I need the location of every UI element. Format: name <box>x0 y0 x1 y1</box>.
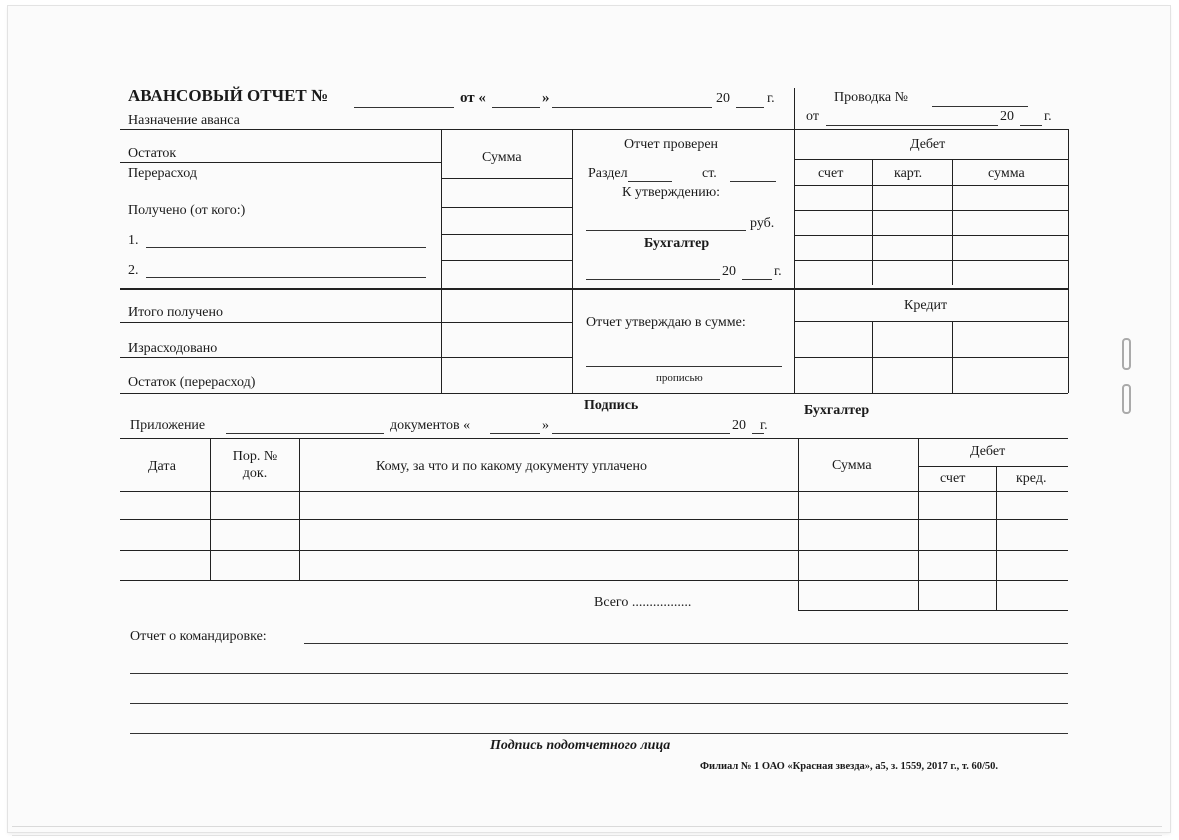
debit-row-4 <box>794 260 1068 261</box>
debit-row-3 <box>794 235 1068 236</box>
pay-row-1 <box>120 519 1068 520</box>
remainder-overspend-label: Остаток (перерасход) <box>128 375 256 390</box>
grid-top-line <box>120 129 1068 130</box>
sum-header: Сумма <box>482 150 522 165</box>
spent-line <box>120 357 441 358</box>
remainder-line <box>120 162 441 163</box>
credit-sub-line <box>794 321 1068 322</box>
pay-row-2 <box>120 550 1068 551</box>
debit-col-div-1 <box>872 159 873 285</box>
paper-stack-edge <box>12 826 1162 836</box>
pay-col-account: счет <box>940 471 966 486</box>
trip-report-label: Отчет о командировке: <box>130 629 267 644</box>
debit-col-div-2 <box>952 159 953 285</box>
approval-sum-line <box>586 230 746 231</box>
total-received-line <box>120 322 441 323</box>
pay-debit-sub-line <box>918 466 1068 467</box>
printer-footer: Филиал № 1 ОАО «Красная звезда», а5, з. 1559, 2017 г., т. 60/50. <box>700 761 998 772</box>
to-approval: К утверждению: <box>622 185 721 200</box>
received-item-1: 1. <box>128 233 139 248</box>
check-year-suffix: г. <box>774 264 782 279</box>
attachment-year-suffix: г. <box>760 418 768 433</box>
trip-line-2 <box>130 673 1068 674</box>
pay-col-doc-no: Пор. № док. <box>232 449 278 481</box>
sum-col-left <box>441 129 442 393</box>
credit-row-1 <box>794 357 1068 358</box>
debit-row-1 <box>794 185 1068 186</box>
attachment-label: Приложение <box>130 418 206 433</box>
pay-col-desc-right <box>798 438 799 610</box>
year-suffix: г. <box>767 91 775 106</box>
posting-divider <box>794 88 795 130</box>
grid-bottom-left-line <box>120 393 794 394</box>
attachment-count-line <box>226 433 384 434</box>
sum-row-2 <box>441 207 572 208</box>
article-label: ст. <box>702 166 717 181</box>
attachment-month-line <box>552 433 730 434</box>
remainder-label: Остаток <box>128 146 177 161</box>
received-item-2-line <box>146 277 426 278</box>
spent-label: Израсходовано <box>128 341 218 356</box>
trip-line-3 <box>130 703 1068 704</box>
accountant-label-2: Бухгалтер <box>804 403 870 418</box>
rub-label: руб. <box>750 216 775 231</box>
sum-row-3 <box>441 234 572 235</box>
received-from-label: Получено (от кого:) <box>128 203 246 218</box>
sum-row-6 <box>441 357 572 358</box>
pay-col-sum-right <box>918 438 919 610</box>
signature-caption: Подпись <box>584 398 639 413</box>
check-year-line <box>742 279 772 280</box>
pay-total-bottom <box>798 610 1068 611</box>
check-col-right <box>794 129 795 393</box>
staple-bottom <box>1122 384 1131 414</box>
section-label: Раздел <box>588 166 628 181</box>
attachment-year-prefix: 20 <box>732 418 746 433</box>
pay-col-sum: Сумма <box>832 458 872 473</box>
received-item-1-line <box>146 247 426 248</box>
debit-col-card: карт. <box>894 166 923 181</box>
pay-table-top <box>120 438 1068 439</box>
grid-right-border <box>1068 129 1069 393</box>
report-checked: Отчет проверен <box>624 137 719 152</box>
posting-year-suffix: г. <box>1044 109 1052 124</box>
attachment-documents: документов « <box>390 418 471 433</box>
pay-col-debit: Дебет <box>970 444 1006 459</box>
approve-words-line <box>586 366 782 367</box>
attachment-quote-close: » <box>542 418 549 433</box>
trip-line-4 <box>130 733 1068 734</box>
trip-line-1 <box>304 643 1068 644</box>
debit-sub-line <box>794 159 1068 160</box>
pay-col-date-right <box>210 438 211 580</box>
accountant-label-1: Бухгалтер <box>644 236 710 251</box>
article-line <box>730 181 776 182</box>
posting-date-line <box>826 125 998 126</box>
posting-year-line <box>1020 125 1042 126</box>
pay-row-3 <box>120 580 1068 581</box>
grid-bottom-right-line <box>794 393 1068 394</box>
year-line <box>736 107 764 108</box>
grid-middle-line <box>120 288 1068 290</box>
sum-row-5 <box>441 322 572 323</box>
debit-col-account: счет <box>818 166 844 181</box>
posting-from: от <box>806 109 819 124</box>
debit-header: Дебет <box>910 137 946 152</box>
pay-col-account-right <box>996 466 997 610</box>
posting-label: Проводка № <box>834 90 909 105</box>
pay-col-description: Кому, за что и по какому документу уплачено <box>376 459 647 474</box>
section-line <box>628 181 672 182</box>
sum-row-4 <box>441 260 572 261</box>
holder-signature-caption: Подпись подотчетного лица <box>490 738 671 753</box>
purpose-label: Назначение аванса <box>128 113 240 128</box>
day-line <box>492 107 540 108</box>
staple-top <box>1122 338 1131 370</box>
debit-row-2 <box>794 210 1068 211</box>
credit-header: Кредит <box>904 298 948 313</box>
pay-table-header-bottom <box>120 491 1068 492</box>
date-from-label: от « <box>460 90 486 106</box>
approve-sum-label: Отчет утверждаю в сумме: <box>586 315 746 330</box>
pay-col-date: Дата <box>148 459 176 474</box>
debit-col-sum: сумма <box>988 166 1025 181</box>
check-year-prefix: 20 <box>722 264 736 279</box>
sum-row-1 <box>441 178 572 179</box>
sum-col-right <box>572 129 573 393</box>
report-number-line <box>354 107 454 108</box>
pay-total: Всего ................. <box>594 595 692 610</box>
attachment-day-line <box>490 433 540 434</box>
form-title: АВАНСОВЫЙ ОТЧЕТ № <box>128 86 329 105</box>
pay-col-credit: кред. <box>1016 471 1047 486</box>
pay-col-doc-right <box>299 438 300 580</box>
posting-year-prefix: 20 <box>1000 109 1014 124</box>
month-line <box>552 107 712 108</box>
check-date-line <box>586 279 720 280</box>
posting-number-line <box>932 106 1028 107</box>
in-words-caption: прописью <box>656 372 703 384</box>
date-quote-close: » <box>542 90 550 106</box>
overspend-label: Перерасход <box>128 166 197 181</box>
received-item-2: 2. <box>128 263 139 278</box>
year-prefix: 20 <box>716 91 730 106</box>
total-received-label: Итого получено <box>128 305 223 320</box>
